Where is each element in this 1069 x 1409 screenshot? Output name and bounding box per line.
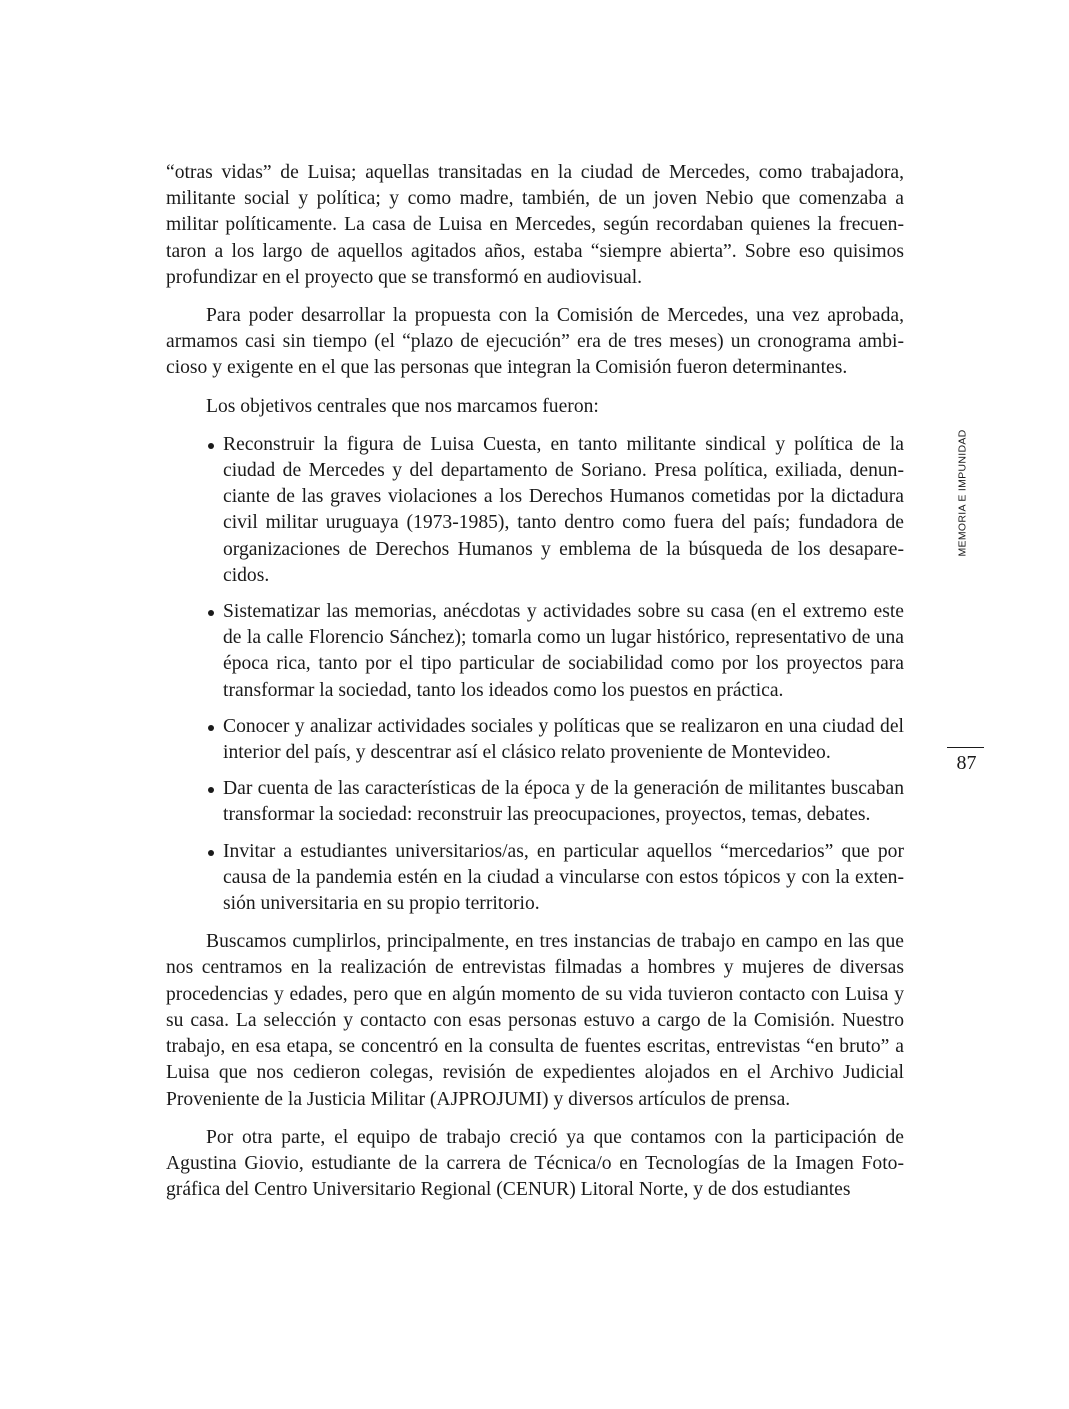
page-number-rule: [947, 747, 984, 748]
objectives-list: [166, 432, 904, 917]
list-item: [223, 599, 904, 704]
bullet-icon: [208, 850, 214, 856]
paragraph-buscamos-cumplirlos: Buscamos cumplirlos, principalmente, en tres instancias de trabajo en campo en las que nos centramos en la realización de entrevistas filmadas a hombres y mujeres de diversas procedencias y edades, pero que en algún momento de su vida tuvieron contacto con Luisa y su casa. La selección y contacto con esas personas estuvo a cargo de la Comisión. Nuestro trabajo, en esa etapa, se concentró en la consulta de fuentes escritas, entrevistas “en bruto” a Luisa que nos cedieron colegas, revisión de expedientes alojados en el Archivo Judicial Proveniente de la Justicia Militar (AJPROJUMI) y diversos artículos de prensa.: [166, 931, 904, 1110]
objective-text: Sistematizar las memorias, anécdotas y actividades sobre su casa (en el extremo este de la calle Florencio Sánchez); tomarla como un lugar histórico, representativo de una época rica, tanto por el tipo particular de sociabilidad como por los proyectos para transformar la sociedad, tanto los ideados como los puestos en práctica.: [223, 601, 904, 701]
paragraph-equipo-trabajo: Por otra parte, el equipo de trabajo creció ya que contamos con la participación de Agustina Giovio, estudiante de la carrera de Técnica/o en Tecnologías de la Imagen Fotográfica del Centro Universitario Regional (CENUR) Litoral Norte, y de dos estudiantes: [166, 1126, 904, 1201]
list-item: [223, 776, 904, 828]
bullet-icon: [208, 610, 214, 616]
running-head-text: MEMORIA E IMPUNIDAD: [957, 428, 970, 557]
objective-text: Invitar a estudiantes universitarios/as, en particular aquellos “mercedarios” que por causa de la pandemia estén en la ciudad a vincularse con estos tópicos y con la extensión universitaria en su propio territorio.: [223, 840, 904, 915]
paragraph-objetivos-intro: Los objetivos centrales que nos marcamos fueron:: [206, 395, 599, 417]
objective-text: Reconstruir la figura de Luisa Cuesta, en tanto militante sindical y política de la ciudad de Mercedes y del departamento de Soriano. Presa política, exiliada, denunciante de las graves violaciones a los Derechos Humanos cometidas por la dictadura civil militar uruguaya (1973-1985), tanto dentro como fuera del país; fundadora de organizaciones de Derechos Humanos y emblema de la búsqueda de los desaparecidos.: [223, 433, 904, 586]
page-body: [166, 160, 904, 1215]
page-number: 87: [956, 752, 977, 774]
list-item: [223, 839, 904, 918]
objective-text: Dar cuenta de las características de la época y de la generación de militantes buscaban transformar la sociedad: reconstruir las preocupaciones, proyectos, temas, debates.: [223, 778, 904, 826]
paragraph-propuesta-comision: Para poder desarrollar la propuesta con la Comisión de Mercedes, una vez aprobada, armamos casi sin tiempo (el “plazo de ejecución” era de tres meses) un cronograma ambicioso y exigente en el que las personas que integran la Comisión fueron determinantes.: [166, 305, 904, 379]
bullet-icon: [208, 725, 214, 731]
bullet-icon: [208, 443, 214, 449]
list-item: [223, 432, 904, 589]
bullet-icon: [208, 787, 214, 793]
paragraph-otras-vidas: “otras vidas” de Luisa; aquellas transitadas en la ciudad de Mercedes, como trabajadora, militante social y política; y como madre, también, de un joven Nebio que comenzaba a militar políticamente. La casa de Luisa en Mercedes, según recordaban quienes la frecuentaron a los largo de aquellos agitados años, estaba “siempre abierta”. Sobre eso quisimos profundizar en el proyecto que se transformó en audiovisual.: [166, 162, 904, 288]
running-head: [955, 420, 971, 565]
objective-text: Conocer y analizar actividades sociales y políticas que se realizaron en una ciudad del interior del país, y descentrar así el clásico relato proveniente de Montevideo.: [223, 715, 904, 764]
list-item: [223, 714, 904, 766]
